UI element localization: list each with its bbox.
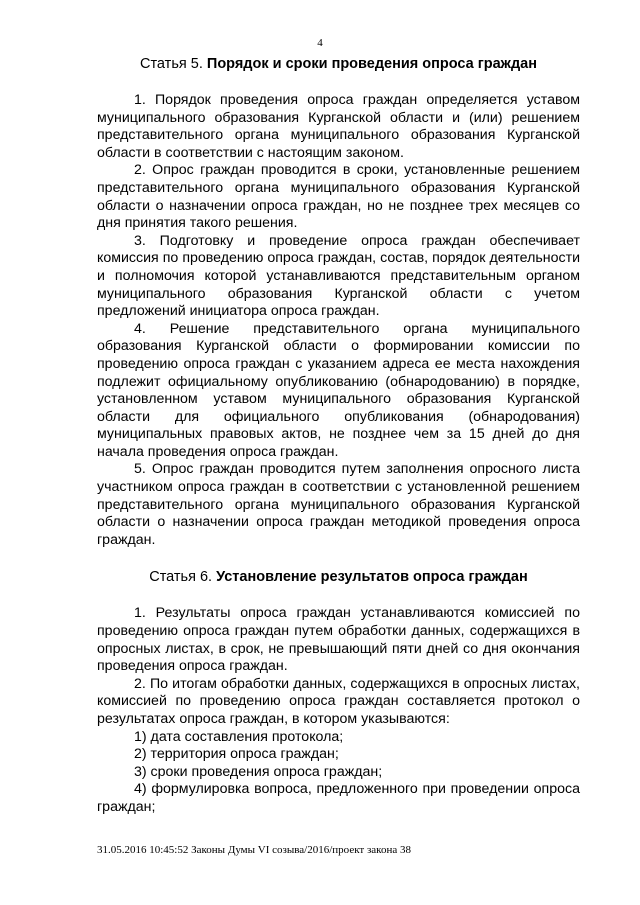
article-5-paragraph-1: 1. Порядок проведения опроса граждан определяется уставом муниципального образования Курганской области и (или) решением представительного органа муниципального образования Курганской области в соответствии с настоящим законом. (97, 92, 580, 161)
file-footer: 31.05.2016 10:45:52 Законы Думы VI созыва/2016/проект закона 38 (97, 844, 411, 856)
protocol-item-2: 2) территория опроса граждан; (134, 746, 339, 763)
article-6-paragraph-1: 1. Результаты опроса граждан устанавливаются комиссией по проведению опроса граждан путем обработки данных, содержащихся в опросных листах, в срок, не превышающий пяти дней со дня окончания проведения опроса граждан. (97, 605, 580, 675)
document-body (97, 50, 580, 817)
article-5-prefix: Статья 5. (139, 56, 203, 72)
article-5-paragraph-3: 3. Подготовку и проведение опроса граждан обеспечивает комиссия по проведению опроса граждан, состав, порядок деятельности и полномочия которой устанавливаются представительным органом муниципального образования Курганской области с учетом предложений инициатора опроса граждан. (97, 232, 580, 320)
article-5-paragraph-5: 5. Опрос граждан проводится путем заполнения опросного листа участником опроса граждан в соответствии с установленной решением представительного органа муниципального образования Курганской области о назначении опроса граждан методикой проведения опроса граждан. (97, 461, 580, 548)
protocol-item-4: 4) формулировка вопроса, предложенного при проведении опроса граждан; (97, 781, 580, 815)
article-6-prefix: Статья 6. (149, 569, 213, 586)
article-5-paragraph-4: 4. Решение представительного органа муниципального образования Курганской области о формировании комиссии по проведению опроса граждан с указанием адреса ее места нахождения подлежит официальному опубликованию (обнародованию) в порядке, установленном уставом муниципального образования Курганской области для официального опубликования (обнародования) муниципальных правовых актов, не позднее чем за 15 дней до дня начала проведения опроса граждан. (97, 320, 580, 460)
article-5-heading (97, 54, 580, 74)
article-5-title: Порядок и сроки проведения опроса граждан (206, 56, 537, 72)
article-6-paragraph-2: 2. По итогам обработки данных, содержащихся в опросных листах, комиссией по проведению опроса граждан составляется протокол о результатах опроса граждан, в котором указываются: (97, 675, 580, 727)
article-6-title: Установление результатов опроса граждан (216, 569, 528, 586)
article-6-heading (97, 567, 580, 587)
article-5-paragraph-2: 2. Опрос граждан проводится в сроки, установленные решением представительного органа муниципального образования Курганской области о назначении опроса граждан, но не позднее трех месяцев со дня принятия такого решения. (97, 162, 580, 232)
page-number: 4 (317, 37, 323, 49)
protocol-item-3: 3) сроки проведения опроса граждан; (134, 763, 383, 780)
protocol-item-1: 1) дата составления протокола; (134, 728, 344, 745)
